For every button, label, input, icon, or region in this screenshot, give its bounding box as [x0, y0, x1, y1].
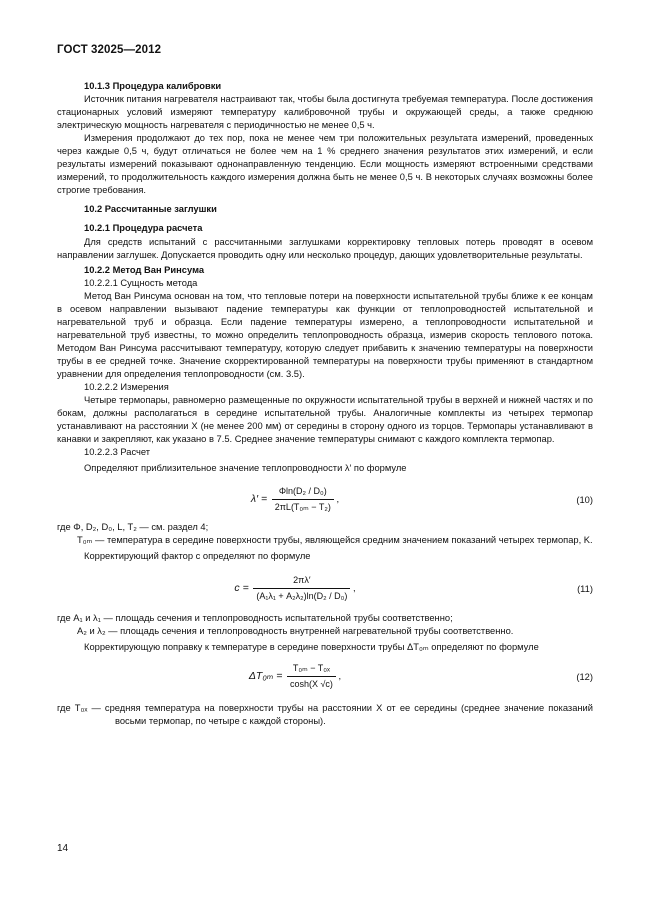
paragraph: Источник питания нагревателя настраивают так, чтобы была достигнута требуемая температура. После достижения стационарных условий измеряют температуру калибровочной трубы и окружающей среды, а также среднюю электрическую мощность нагревателя с периодичностью не менее 0,5 ч.: [57, 94, 593, 131]
formula-lhs: λ′ =: [250, 493, 268, 506]
formula-denominator: cosh(X √c): [289, 678, 333, 689]
formula-numerator: Φln(D₂ / D₀): [272, 485, 334, 500]
formula-fraction: [272, 485, 334, 514]
formula-number: (11): [577, 583, 593, 594]
subsection-title-10-2-2-2: 10.2.2.2 Измерения: [84, 382, 169, 393]
subsection-title-10-2-2-3: 10.2.2.3 Расчет: [84, 447, 151, 458]
page-number: 14: [57, 843, 69, 854]
paragraph: Метод Ван Ринсума основан на том, что тепловые потери на поверхности испытательной трубы ближе к ее концам в осевом направлении вызывают падение температуры как функции от теплопроводностей испытательной и нагревательной труб и образца. Если падение температуры измерено, а теплопроводности испытательной и нагревательной труб известны, то можно определить теплопроводность образца, измерив скорость теплового потока. Методом Ван Ринсума рассчитывают температуру, которую следует прибавить к значению температуры на поверхности трубы в ее средней точке. Значение скорректированной температуры на поверхности трубы применяют в стандартном уравнении для определения теплопроводности (см. 3.5).: [57, 290, 593, 379]
where-label: где Φ, D₂, D₀, L, T₂ —: [57, 522, 149, 533]
formula-lhs: c =: [234, 581, 249, 594]
where-line: A₂ и λ₂ — площадь сечения и теплопроводность внутренней нагревательной трубы соответственно.: [77, 625, 514, 636]
formula-number: (12): [576, 671, 593, 682]
standard-header: ГОСТ 32025—2012: [57, 44, 162, 56]
section-title-10-2-2: 10.2.2 Метод Ван Ринсума: [84, 264, 205, 275]
where-line: [57, 521, 593, 534]
formula-11: [57, 574, 593, 608]
where-line: где A₁ и λ₁ — площадь сечения и теплопроводность испытательной трубы соответственно;: [57, 612, 453, 623]
formula-fraction: [253, 574, 350, 603]
paragraph: Корректирующий фактор c определяют по формуле: [84, 551, 311, 562]
paragraph: Корректирующую поправку к температуре в середине поверхности трубы ΔT₀ₘ определяют по формуле: [84, 641, 539, 652]
section-title-10-2-1: 10.2.1 Процедура расчета: [84, 223, 203, 234]
page-content: [57, 78, 593, 728]
paragraph: Измерения продолжают до тех пор, пока не менее чем три положительных результата измерений, проведенных через каждые 0,5 ч, будут отличаться не более чем на 1 % среднего значения результатов этих измерений, и если результаты измерений показывают однонаправленную тенденцию. Если мощность измеряют встроенными средствами измерений, то продолжительность каждого измерения должна быть не менее 0,5 ч. В некоторых случаях возможны более строгие требования.: [57, 133, 593, 196]
formula-numerator: T₀ₘ − T₀ₓ: [287, 662, 336, 677]
formula-tail: ,: [336, 494, 340, 505]
formula-number: (10): [576, 495, 593, 506]
subsection-title-10-2-2-1: 10.2.2.1 Сущность метода: [84, 277, 198, 288]
formula-denominator: 2πL(T₀ₘ − T₂): [274, 502, 331, 513]
formula-tail: ,: [338, 670, 342, 681]
formula-12: [57, 662, 593, 696]
formula-10: [57, 485, 593, 519]
section-title-10-2: 10.2 Рассчитанные заглушки: [84, 204, 217, 215]
where-line: где T₀ₓ — средняя температура на поверхности трубы на расстоянии X от ее середины (среднее значение показаний восьми термопар, по четыре с каждой стороны).: [57, 702, 593, 726]
formula-tail: ,: [352, 582, 356, 593]
where-line: T₀ₘ — температура в середине поверхности трубы, являющейся средним значением показаний четырех термопар, K.: [77, 535, 593, 546]
section-title-10-1-3: 10.1.3 Процедура калибровки: [84, 81, 222, 91]
formula-denominator: (A₁λ₁ + A₂λ₂)ln(D₂ / D₀): [256, 590, 348, 601]
paragraph: Для средств испытаний с рассчитанными заглушками корректировку тепловых потерь проводят в осевом направлении заглушек. Допускается проводить одну или несколько процедур, дающих удовлетворительные результаты.: [57, 236, 593, 260]
formula-numerator: 2πλ′: [253, 574, 350, 589]
where-text: см. раздел 4;: [148, 522, 209, 533]
formula-lhs: ΔT₀ₘ =: [248, 669, 283, 682]
paragraph: Определяют приблизительное значение теплопроводности λ′ по формуле: [84, 463, 407, 474]
paragraph: Четыре термопары, равномерно размещенные по окружности испытательной трубы в верхней и нижней частях и по бокам, должны располагаться в середине испытательной трубы. Аналогичные комплекты из четырех термопар устанавливают на расстоянии X (не менее 200 мм) от середины в сторону одного из торцов. Термопары устанавливают в канавки и закрепляют, как указано в 7.5. Среднее значение температуры снимают с каждого комплекта термопар.: [57, 395, 593, 445]
formula-fraction: [287, 662, 336, 691]
